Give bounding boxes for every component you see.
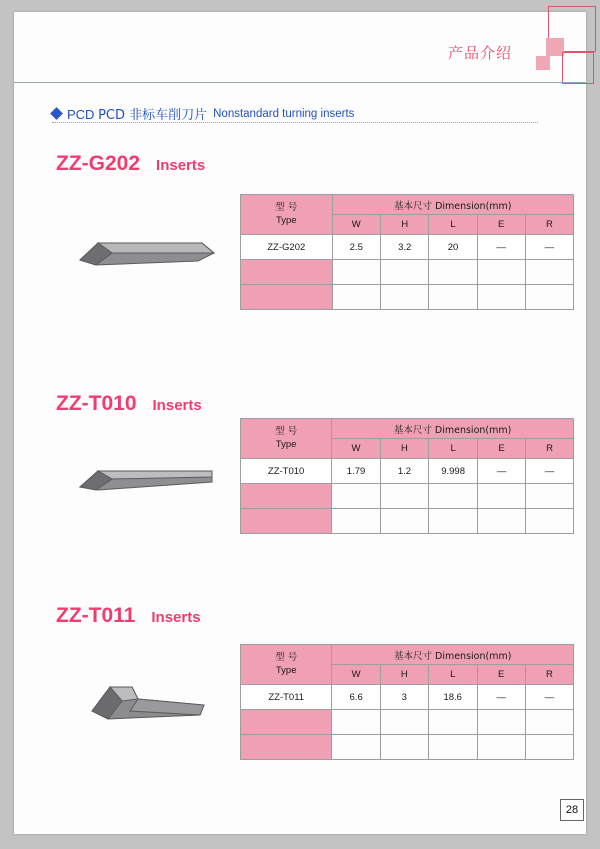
cell-r: — (525, 235, 573, 260)
cell-w (332, 285, 380, 310)
cell-type (241, 710, 332, 735)
table-row (241, 685, 574, 710)
table-header-row (241, 195, 574, 215)
page-header-title: 产品介绍 (447, 44, 512, 62)
cell-w: 1.79 (332, 459, 381, 484)
table-row (241, 459, 574, 484)
header-type: 型 号 Type (241, 645, 332, 685)
cell-type: ZZ-T011 (241, 685, 332, 710)
cell-w (332, 484, 381, 509)
product-code: ZZ-G202 (56, 152, 141, 175)
turning-insert-t010-illustration (72, 455, 222, 500)
header-type: 型 号 Type (241, 195, 333, 235)
header-divider (14, 82, 586, 83)
cell-e (477, 285, 525, 310)
cell-w (332, 509, 381, 534)
header-col-r: R (525, 665, 573, 685)
cell-l (429, 509, 478, 534)
table-header-row (241, 645, 574, 665)
header-col-r: R (526, 439, 574, 459)
cell-type (241, 509, 332, 534)
header-col-w: W (332, 439, 381, 459)
header-dimension: 基本尺寸 Dimension(mm) (332, 195, 573, 215)
cell-l: 20 (429, 235, 477, 260)
section-title-cn: PCD PCD 非标车削刀片 (67, 107, 208, 123)
cell-h (380, 735, 428, 760)
header-col-h: H (380, 215, 428, 235)
header-col-h: H (380, 439, 428, 459)
table-row (241, 509, 574, 534)
header-col-l: L (429, 215, 477, 235)
header-col-e: E (478, 439, 526, 459)
section-dotted-rule (52, 122, 538, 123)
cell-h (380, 509, 428, 534)
cell-e (477, 710, 525, 735)
header-col-r: R (525, 215, 573, 235)
cell-w (332, 260, 380, 285)
cell-r: — (526, 459, 574, 484)
product-title (56, 392, 202, 416)
diamond-bullet-icon (50, 107, 63, 120)
header-col-h: H (380, 665, 428, 685)
header-dimension: 基本尺寸 Dimension(mm) (332, 419, 574, 439)
header-col-e: E (477, 665, 525, 685)
cell-w: 2.5 (332, 235, 380, 260)
cell-w: 6.6 (332, 685, 380, 710)
cell-w (332, 710, 380, 735)
cell-type (241, 484, 332, 509)
cell-r (526, 484, 574, 509)
cell-r (525, 710, 573, 735)
cell-r: — (525, 685, 573, 710)
cell-h: 3 (380, 685, 428, 710)
cell-l: 9.998 (429, 459, 478, 484)
cell-l (428, 735, 477, 760)
table-row (241, 235, 574, 260)
table-header-row (241, 419, 574, 439)
cell-type: ZZ-G202 (241, 235, 333, 260)
cell-h: 3.2 (380, 235, 428, 260)
table-row (241, 710, 574, 735)
product-word: Inserts (152, 397, 202, 414)
corner-decoration (480, 0, 600, 80)
header-dimension: 基本尺寸 Dimension(mm) (332, 645, 574, 665)
header-type: 型 号 Type (241, 419, 332, 459)
page-number: 28 (560, 799, 584, 821)
product-word: Inserts (151, 609, 201, 626)
cell-type (241, 285, 333, 310)
cell-h (380, 710, 428, 735)
cell-r (525, 285, 573, 310)
cell-type (241, 260, 333, 285)
cell-h (380, 260, 428, 285)
dimension-table (240, 418, 574, 534)
cell-e: — (478, 459, 526, 484)
product-word: Inserts (156, 157, 206, 174)
header-col-w: W (332, 215, 380, 235)
cell-l (429, 285, 477, 310)
table-row (241, 260, 574, 285)
product-title (56, 604, 201, 628)
product-title (56, 152, 205, 176)
cell-l: 18.6 (428, 685, 477, 710)
cell-e (478, 484, 526, 509)
cell-h (380, 285, 428, 310)
cell-e: — (477, 685, 525, 710)
cell-r (525, 260, 573, 285)
product-code: ZZ-T011 (56, 604, 136, 627)
table-row (241, 285, 574, 310)
product-code: ZZ-T010 (56, 392, 137, 415)
dimension-table (240, 644, 574, 760)
cell-l (428, 710, 477, 735)
cell-w (332, 735, 380, 760)
header-col-l: L (429, 439, 478, 459)
cell-e (477, 260, 525, 285)
header-col-l: L (428, 665, 477, 685)
section-heading (52, 104, 354, 123)
section-title-en: Nonstandard turning inserts (213, 107, 355, 120)
cell-e (478, 509, 526, 534)
cell-e: — (477, 235, 525, 260)
cell-l (429, 260, 477, 285)
turning-insert-t011-illustration (78, 675, 218, 725)
cell-type (241, 735, 332, 760)
header-col-w: W (332, 665, 380, 685)
dimension-table (240, 194, 574, 310)
cell-h: 1.2 (380, 459, 428, 484)
cell-l (429, 484, 478, 509)
turning-insert-g202-illustration (70, 225, 220, 275)
cell-r (526, 509, 574, 534)
cell-e (477, 735, 525, 760)
cell-h (380, 484, 428, 509)
table-row (241, 735, 574, 760)
cell-r (525, 735, 573, 760)
cell-type: ZZ-T010 (241, 459, 332, 484)
header-col-e: E (477, 215, 525, 235)
table-row (241, 484, 574, 509)
